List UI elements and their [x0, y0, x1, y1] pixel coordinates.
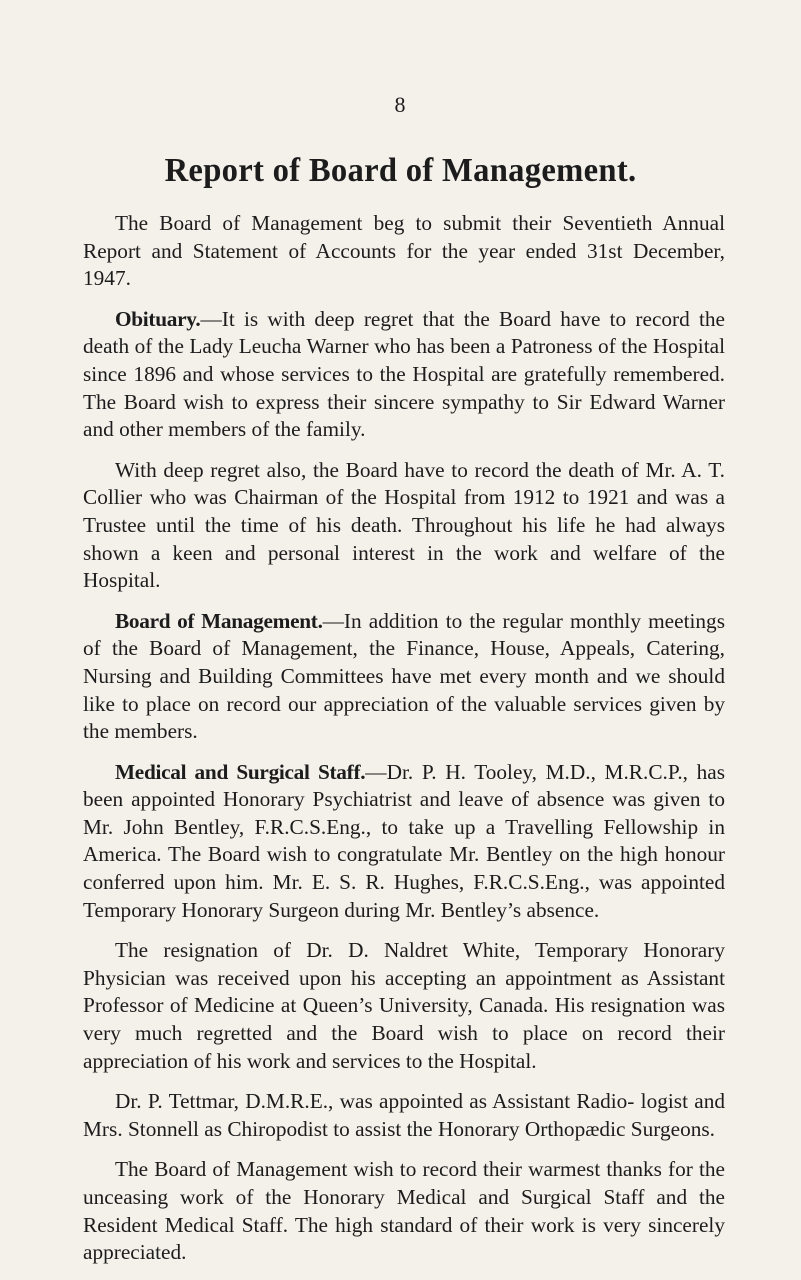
paragraph-collier: [83, 457, 725, 595]
paragraph-intro: [83, 210, 725, 293]
paragraph-appointments: [83, 1088, 725, 1143]
paragraph-resignation: [83, 937, 725, 1075]
paragraph-text: Dr. P. Tettmar, D.M.R.E., was appointed as Assistant Radio- logist and Mrs. Stonnell as Chiropodist to assist the Honorary Orthopædic Surgeons.: [83, 1089, 725, 1141]
paragraph-text: The Board of Management beg to submit their Seventieth Annual Report and Statement of Accounts for the year ended 31st December, 1947.: [83, 211, 725, 291]
report-body: [83, 210, 725, 1280]
paragraph-board-of-management: [83, 608, 725, 746]
paragraph-text: —It is with deep regret that the Board have to record the death of the Lady Leucha Warner who has been a Patroness of the Hospital since 1896 and whose services to the Hospital are gratefully remembered. The Board wish to express their sincere sympathy to Sir Edward Warner and other members of the family.: [83, 306, 725, 442]
paragraph-text: The resignation of Dr. D. Naldret White, Temporary Honorary Physician was received upon his accepting an appointment as Assistant Professor of Medicine at Queen’s University, Canada. His resignation was very much regretted and the Board wish to place on record their appreciation of his work and services to the Hospital.: [83, 938, 725, 1073]
paragraph-text: With deep regret also, the Board have to record the death of Mr. A. T. Collier who was Chairman of the Hospital from 1912 to 1921 and was a Trustee until the time of his death. Throughout his life he had always shown a keen and personal interest in the work and welfare of the Hospital.: [83, 457, 725, 593]
paragraph-obituary: [83, 306, 725, 444]
paragraph-text: The Board of Management wish to record their warmest thanks for the unceasing work of the Honorary Medical and Surgical Staff and the Resident Medical Staff. The high standard of their work is very sincerely appreciated.: [83, 1157, 725, 1265]
paragraph-text: —In addition to the regular monthly meetings of the Board of Management, the Finance, House, Appeals, Catering, Nursing and Building Committees have met every month and we should like to place on record our appreciation of the valuable services given by the members.: [83, 608, 725, 744]
paragraph-thanks: [83, 1156, 725, 1266]
page-number: 8: [394, 92, 407, 117]
section-heading-medical: Medical and Surgical Staff.: [115, 759, 366, 784]
paragraph-text: —Dr. P. H. Tooley, M.D., M.R.C.P., has been appointed Honorary Psychiatrist and leave of absence was given to Mr. John Bentley, F.R.C.S.Eng., to take up a Travelling Fellowship in America. The Board wish to congratulate Mr. Bentley on the high honour conferred upon him. Mr. E. S. R. Hughes, F.R.C.S.Eng., was appointed Temporary Honorary Surgeon during Mr. Bentley’s absence.: [83, 759, 725, 922]
page-title: Report of Board of Management.: [164, 152, 637, 189]
section-heading-obituary: Obituary.: [115, 306, 201, 331]
section-heading-board: Board of Management.: [115, 608, 323, 633]
paragraph-medical-staff: [83, 759, 725, 925]
